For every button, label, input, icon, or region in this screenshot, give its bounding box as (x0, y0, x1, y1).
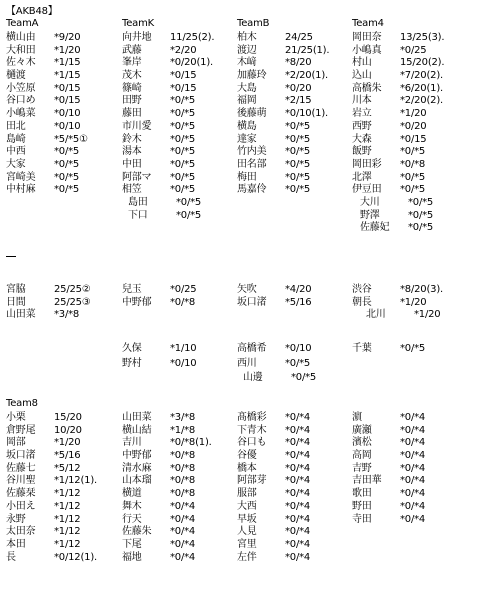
member-name: 小栗 (6, 412, 26, 423)
member-name: 阿部マ (122, 171, 152, 183)
member-count: *9/20 (54, 32, 81, 43)
member-name: 岡田奈 (352, 32, 382, 43)
member-name: 坂口渚 (6, 450, 36, 462)
member-name: 横島 (237, 120, 257, 132)
member-count: *1/20 (414, 309, 441, 321)
member-count: *0/*5 (285, 158, 311, 170)
member-name: 千葉 (352, 343, 372, 354)
member-count: *0/*8 (170, 296, 196, 308)
member-name: 大川 (360, 196, 380, 208)
member-count: *0/*4 (285, 513, 311, 525)
member-count: *0/*4 (285, 462, 311, 474)
member-name: 篠崎 (122, 82, 142, 94)
member-name: 服部 (237, 488, 257, 500)
team-header-a: TeamA (6, 18, 39, 29)
member-count: *0/*5 (408, 209, 434, 221)
member-count: *0/*5 (285, 184, 311, 196)
member-name: 岡部 (6, 437, 26, 449)
member-name: 加藤玲 (237, 70, 267, 82)
member-count: 15/20 (54, 412, 82, 423)
member-name: 倉野尾 (6, 424, 36, 436)
member-name: 北澤 (352, 171, 372, 183)
member-name: 小笠原 (6, 82, 36, 94)
member-count: *5/16 (285, 296, 312, 308)
member-count: *1/*8 (170, 424, 196, 436)
member-name: 鈴木 (122, 133, 142, 145)
member-name: 朝長 (352, 296, 372, 308)
member-name: 馬嘉伶 (237, 184, 267, 196)
member-count: *0/*4 (285, 412, 311, 423)
member-name: 吉田華 (352, 475, 382, 487)
member-count: *0/*5 (408, 222, 434, 234)
member-count: *0/*5 (170, 95, 196, 107)
member-count: *0/*5 (285, 357, 311, 369)
member-count: *0/*4 (285, 488, 311, 500)
member-count: *0/10 (54, 120, 81, 132)
member-count: 13/25(3). (400, 32, 445, 43)
member-name: 大和田 (6, 44, 36, 56)
member-name: 濵 (352, 412, 362, 423)
member-count: *2/20 (170, 44, 197, 56)
member-count: *0/15 (54, 95, 81, 107)
member-count: *1/12 (54, 538, 81, 550)
member-name: 湯本 (122, 146, 142, 158)
member-count: *0/*8 (400, 158, 426, 170)
member-count: *0/*4 (400, 437, 426, 449)
member-count: *0/20 (400, 120, 427, 132)
member-name: 濱松 (352, 437, 372, 449)
member-count: *0/*4 (170, 538, 196, 550)
member-count: *0/*5 (400, 184, 426, 196)
member-count: *0/*4 (170, 551, 196, 563)
member-name: 福地 (122, 551, 142, 563)
member-count: *1/12 (54, 526, 81, 538)
member-count: *0/*4 (285, 450, 311, 462)
member-count: 11/25(2). (170, 32, 215, 43)
member-name: 高橋希 (237, 343, 267, 354)
member-count: *0/*4 (400, 450, 426, 462)
section-divider (6, 256, 16, 257)
member-count: *0/15 (400, 133, 427, 145)
member-name: 藤田 (122, 108, 142, 120)
member-name: 左伴 (237, 551, 257, 563)
member-count: *1/20 (54, 437, 81, 449)
member-name: 中村麻 (6, 184, 36, 196)
member-name: 大家 (6, 158, 26, 170)
member-name: 橋本 (237, 462, 257, 474)
member-name: 清水麻 (122, 462, 152, 474)
member-name: 日間 (6, 296, 26, 308)
member-name: 田名部 (237, 158, 267, 170)
member-count: *0/*4 (400, 488, 426, 500)
member-name: 小嶋真 (352, 44, 382, 56)
member-count: 25/25③ (54, 296, 91, 308)
member-count: *8/20 (285, 57, 312, 69)
member-count: *0/*5 (285, 171, 311, 183)
member-count: *0/10(1). (285, 108, 328, 120)
member-name: 向井地 (122, 32, 152, 43)
member-name: 後藤萌 (237, 108, 267, 120)
member-count: *0/*5 (170, 146, 196, 158)
member-count: *0/*4 (400, 412, 426, 423)
member-count: *2/20(2). (400, 95, 443, 107)
member-name: 横山結 (122, 424, 152, 436)
member-count: *2/15 (285, 95, 312, 107)
member-name: 人見 (237, 526, 257, 538)
member-name: 福岡 (237, 95, 257, 107)
member-count: *0/20 (285, 82, 312, 94)
member-name: 中野郁 (122, 296, 152, 308)
member-name: 野澤 (360, 209, 380, 221)
member-name: 太田奈 (6, 526, 36, 538)
member-count: *0/12(1). (54, 551, 97, 563)
member-name: 西野 (352, 120, 372, 132)
member-name: 大森 (352, 133, 372, 145)
member-count: 24/25 (285, 32, 313, 43)
member-name: 梅田 (237, 171, 257, 183)
member-count: *0/*5 (170, 108, 196, 120)
member-name: 中西 (6, 146, 26, 158)
member-count: *0/15 (54, 82, 81, 94)
member-name: 吉野 (352, 462, 372, 474)
member-name: 坂口渚 (237, 296, 267, 308)
member-name: 久保 (122, 343, 142, 354)
member-count: *0/*5 (400, 146, 426, 158)
member-name: 伊豆田 (352, 184, 382, 196)
member-count: *1/20 (54, 44, 81, 56)
member-count: 21/25(1). (285, 44, 330, 56)
member-name: 岡田彩 (352, 158, 382, 170)
member-count: *0/*4 (400, 500, 426, 512)
member-name: 髙橋彩 (237, 412, 267, 423)
member-count: *0/*5 (176, 209, 202, 221)
member-name: 山田菜 (6, 309, 36, 321)
member-count: *0/*5 (54, 184, 80, 196)
member-count: *3/*8 (54, 309, 80, 321)
member-count: *1/12 (54, 513, 81, 525)
member-count: *6/20(1). (400, 82, 443, 94)
member-name: 田北 (6, 120, 26, 132)
member-count: *0/*5 (285, 120, 311, 132)
member-name: 佐藤妃 (360, 222, 390, 234)
member-name: 長 (6, 551, 16, 563)
member-name: 佐々木 (6, 57, 36, 69)
member-count: *7/20(2). (400, 70, 443, 82)
member-name: 木﨑 (237, 57, 257, 69)
member-count: *0/*5 (54, 158, 80, 170)
member-name: 廣瀬 (352, 424, 372, 436)
member-name: 柏木 (237, 32, 257, 43)
team-header-k: TeamK (122, 18, 154, 29)
member-name: 宮脇 (6, 284, 26, 295)
member-count: *0/*4 (400, 424, 426, 436)
member-count: *0/*4 (285, 551, 311, 563)
member-count: *1/12(1). (54, 475, 97, 487)
member-name: 吉川 (122, 437, 142, 449)
member-name: 寺田 (352, 513, 372, 525)
member-count: *0/*5 (176, 196, 202, 208)
member-count: *0/*5 (54, 146, 80, 158)
member-count: *0/*5 (170, 133, 196, 145)
member-count: *0/15 (170, 70, 197, 82)
member-name: 北川 (366, 309, 386, 321)
member-count: *1/15 (54, 70, 81, 82)
member-name: 横道 (122, 488, 142, 500)
member-name: 宮里 (237, 538, 257, 550)
team-header-8: Team8 (6, 398, 38, 409)
member-count: *1/10 (170, 343, 197, 354)
member-name: 谷川聖 (6, 475, 36, 487)
member-name: 達家 (237, 133, 257, 145)
member-count: *5/*5① (54, 133, 88, 145)
member-name: 村山 (352, 57, 372, 69)
team-header-b: TeamB (237, 18, 270, 29)
member-name: 中田 (122, 158, 142, 170)
member-name: 谷口も (237, 437, 267, 449)
member-count: *0/*4 (285, 424, 311, 436)
member-name: 行天 (122, 513, 142, 525)
member-count: *0/*4 (400, 513, 426, 525)
member-count: *0/*8 (170, 475, 196, 487)
member-count: *8/20(3). (400, 284, 443, 295)
team-header-4: Team4 (352, 18, 384, 29)
member-name: 市川愛 (122, 120, 152, 132)
member-name: 川本 (352, 95, 372, 107)
member-name: 下青木 (237, 424, 267, 436)
member-name: 茂木 (122, 70, 142, 82)
member-name: 込山 (352, 70, 372, 82)
member-name: 大西 (237, 500, 257, 512)
member-count: *1/12 (54, 500, 81, 512)
member-count: *0/*5 (285, 146, 311, 158)
member-count: *0/*8 (170, 488, 196, 500)
member-count: *0/*4 (400, 475, 426, 487)
member-name: 兒玉 (122, 284, 142, 295)
member-count: *0/*5 (408, 196, 434, 208)
member-name: 佐藤七 (6, 462, 36, 474)
member-count: *0/*5 (400, 171, 426, 183)
member-name: 岩立 (352, 108, 372, 120)
member-count: *0/*5 (170, 158, 196, 170)
member-count: *0/*5 (54, 171, 80, 183)
member-count: *4/20 (285, 284, 312, 295)
member-count: *0/*8(1). (170, 437, 212, 449)
member-name: 島田 (128, 196, 148, 208)
member-count: *0/*4 (285, 475, 311, 487)
member-name: 山本瑠 (122, 475, 152, 487)
member-name: 阿部芽 (237, 475, 267, 487)
member-count: *0/*4 (285, 538, 311, 550)
member-count: *0/*8 (170, 450, 196, 462)
member-name: 渡辺 (237, 44, 257, 56)
member-count: *0/*5 (400, 343, 426, 354)
member-count: *0/*5 (170, 120, 196, 132)
member-count: *0/*4 (170, 500, 196, 512)
member-count: *0/*4 (285, 500, 311, 512)
member-count: *0/10 (170, 357, 197, 369)
member-count: *1/15 (54, 57, 81, 69)
member-name: 矢吹 (237, 284, 257, 295)
member-name: 渋谷 (352, 284, 372, 295)
member-name: 小田え (6, 500, 36, 512)
member-count: *3/*8 (170, 412, 196, 423)
member-count: *0/*4 (170, 526, 196, 538)
member-name: 山田菜 (122, 412, 152, 423)
member-count: *2/20(1). (285, 70, 328, 82)
member-name: 早坂 (237, 513, 257, 525)
member-count: *1/20 (400, 108, 427, 120)
member-count: *0/25 (400, 44, 427, 56)
member-name: 歌田 (352, 488, 372, 500)
member-name: 佐藤朱 (122, 526, 152, 538)
member-count: *0/*5 (291, 372, 317, 383)
member-name: 飯野 (352, 146, 372, 158)
member-count: 10/20 (54, 424, 82, 436)
member-name: 田野 (122, 95, 142, 107)
member-count: *0/15 (170, 82, 197, 94)
member-name: 野村 (122, 357, 142, 369)
member-name: 西川 (237, 357, 257, 369)
member-count: *0/*8 (170, 462, 196, 474)
member-name: 島崎 (6, 133, 26, 145)
member-count: *0/20(1). (170, 57, 213, 69)
member-name: 舞木 (122, 500, 142, 512)
member-count: *0/25 (170, 284, 197, 295)
member-count: *0/*5 (170, 171, 196, 183)
member-count: 25/25② (54, 284, 91, 295)
member-name: 宮崎美 (6, 171, 36, 183)
member-count: *0/*4 (170, 513, 196, 525)
member-count: *0/10 (285, 343, 312, 354)
member-name: 高岡 (352, 450, 372, 462)
member-name: 本田 (6, 538, 26, 550)
member-name: 樋渡 (6, 70, 26, 82)
member-name: 横山由 (6, 32, 36, 43)
member-name: 佐藤栞 (6, 488, 36, 500)
member-name: 下口 (128, 209, 148, 221)
member-count: *1/20 (400, 296, 427, 308)
member-name: 下尾 (122, 538, 142, 550)
member-count: *5/16 (54, 450, 81, 462)
member-name: 竹内美 (237, 146, 267, 158)
member-name: 山邊 (243, 372, 263, 383)
member-count: *0/*4 (400, 462, 426, 474)
member-name: 谷優 (237, 450, 257, 462)
member-count: *0/*4 (285, 437, 311, 449)
member-count: *1/12 (54, 488, 81, 500)
member-name: 高橋朱 (352, 82, 382, 94)
member-name: 中野郁 (122, 450, 152, 462)
member-count: *0/*5 (285, 133, 311, 145)
member-count: *0/10 (54, 108, 81, 120)
member-count: *0/*4 (285, 526, 311, 538)
member-count: *0/*5 (170, 184, 196, 196)
member-name: 小嶋菜 (6, 108, 36, 120)
member-name: 野田 (352, 500, 372, 512)
member-name: 峯岸 (122, 57, 142, 69)
member-name: 谷口め (6, 95, 36, 107)
member-count: 15/20(2). (400, 57, 445, 69)
member-name: 永野 (6, 513, 26, 525)
page-title: 【AKB48】 (6, 6, 58, 17)
member-name: 武藤 (122, 44, 142, 56)
member-name: 大島 (237, 82, 257, 94)
member-name: 相笠 (122, 184, 142, 196)
member-count: *5/12 (54, 462, 81, 474)
